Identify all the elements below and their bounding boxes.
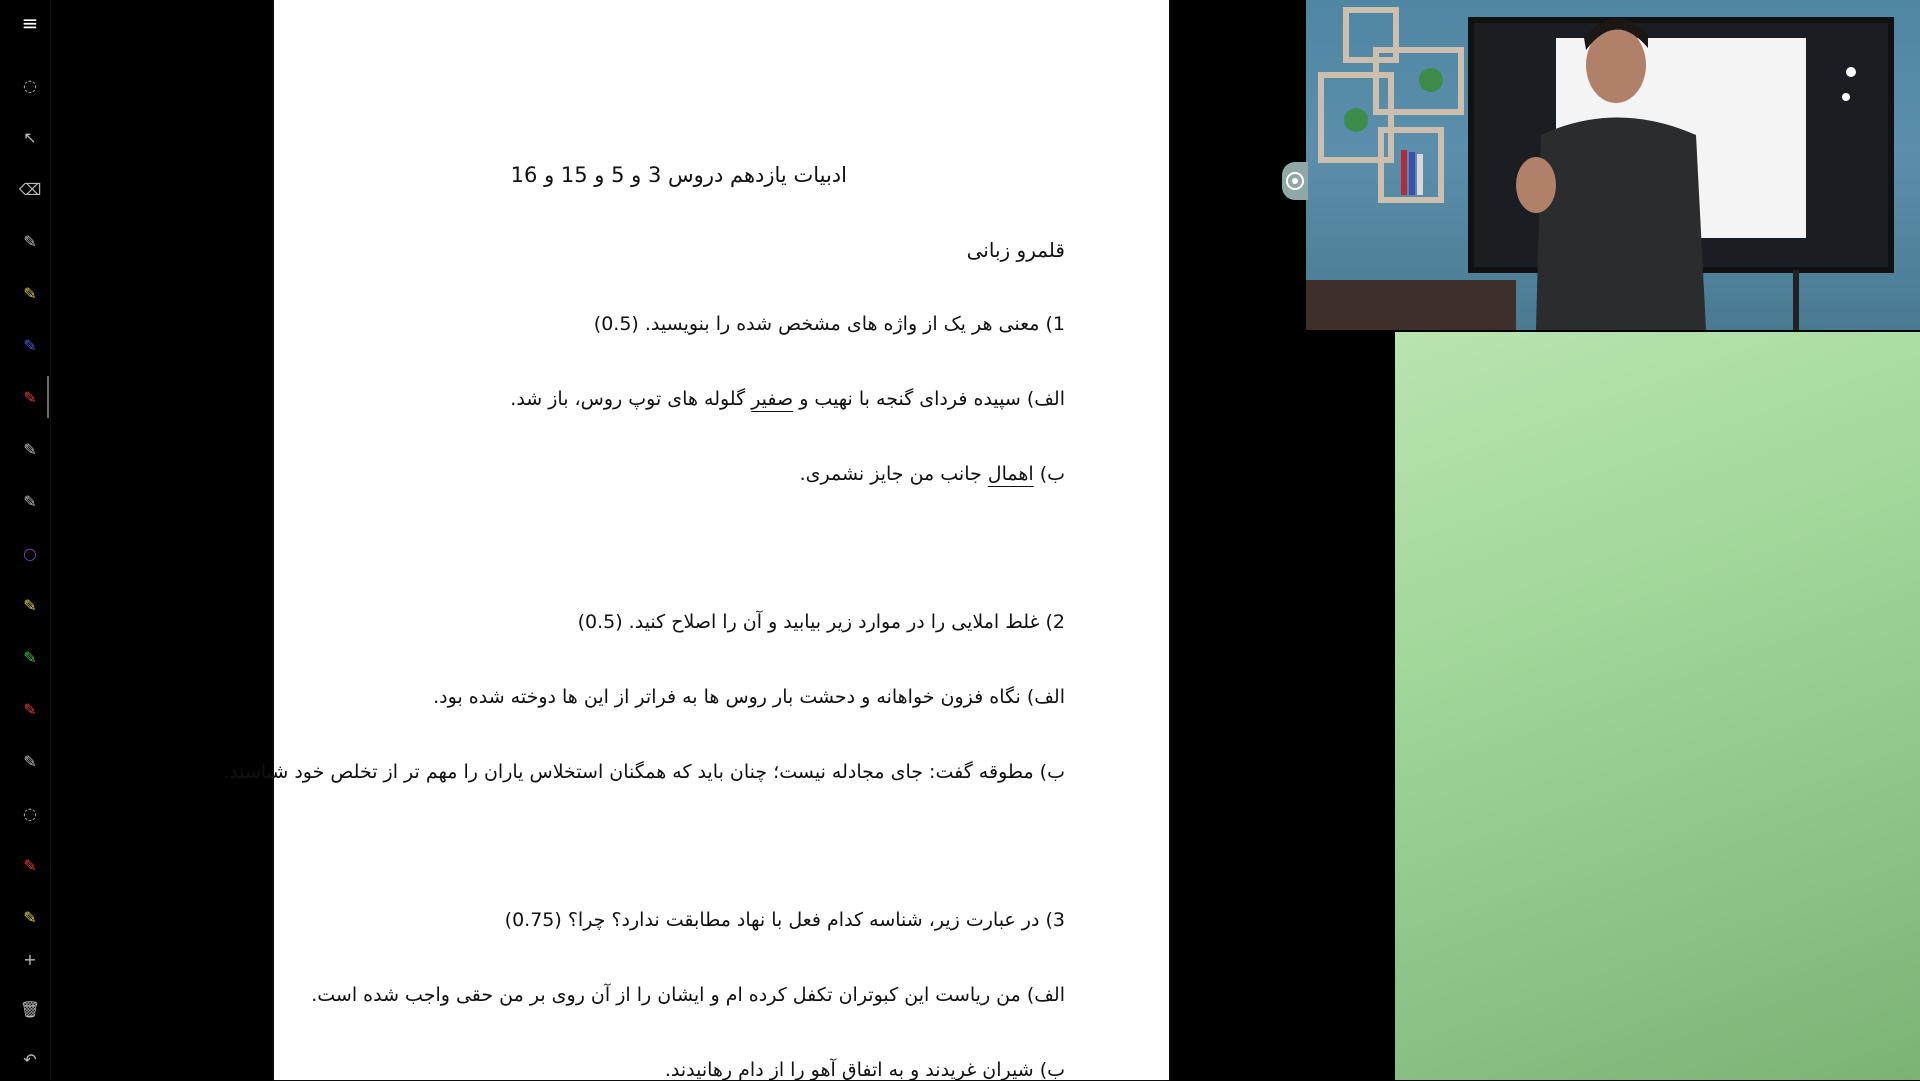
question-3: 3) در عبارت زیر، شناسه کدام فعل با نهاد مطابقت ندارد؟ چرا؟ (0.75)	[504, 909, 1065, 931]
trash-icon[interactable]: 🗑	[19, 999, 41, 1019]
question-1-b	[274, 463, 1065, 485]
add-icon[interactable]: +	[23, 949, 37, 969]
pointer-icon[interactable]: ↖	[23, 127, 37, 147]
section-heading: قلمرو زبانی	[966, 238, 1065, 262]
pen-red-icon[interactable]: ✎	[17, 384, 43, 410]
pen-light-icon[interactable]: ✎	[23, 491, 37, 511]
q1b-text-start: ب)	[1033, 463, 1065, 485]
lasso-2-icon[interactable]: ◌	[23, 803, 37, 823]
highlighter-red-icon[interactable]: ✎	[23, 699, 37, 719]
question-3-b: ب) شیران غریدند و به اتفاق آهو را از دام رهانیدند.	[664, 1059, 1065, 1081]
highlighter-yellow-2-icon[interactable]: ✎	[23, 907, 37, 927]
target-icon	[1285, 171, 1305, 191]
question-1-a	[274, 388, 1065, 410]
camera-feed	[1306, 0, 1920, 330]
highlighter-yellow-icon[interactable]: ✎	[23, 595, 37, 615]
question-1: 1) معنی هر یک از واژه های مشخص شده را بنویسید. (0.5)	[593, 313, 1065, 335]
lasso-icon[interactable]: ◌	[23, 75, 37, 95]
question-3-a: الف) من ریاست این کبوتران تکفل کرده ام و ایشان را از آن روی بر من حقی واجب شده است.	[311, 984, 1065, 1006]
pen-outline-icon[interactable]: ✎	[23, 751, 37, 771]
annotation-toolbar	[0, 0, 51, 1080]
q1a-text-start: الف) سپیده فردای گنجه با نهیب و	[793, 388, 1065, 410]
circle-purple-icon[interactable]: ○	[23, 543, 37, 563]
q1b-underlined-word: اهمال	[987, 463, 1034, 485]
pen-blue-icon[interactable]: ✎	[23, 335, 37, 355]
question-2-a: الف) نگاه فزون خواهانه و دحشت بار روس ها به فراتر از این ها دوخته شده بود.	[433, 686, 1065, 708]
question-2-b: ب) مطوقه گفت: جای مجادله نیست؛ چنان باید که همگنان استخلاس یاران را مهم تر از تخلص خود شناسند.	[223, 761, 1065, 783]
pen-yellow-icon[interactable]: ✎	[23, 283, 37, 303]
highlighter-green-icon[interactable]: ✎	[23, 647, 37, 667]
undo-icon[interactable]: ↶	[23, 1049, 37, 1069]
pen-white-icon[interactable]: ✎	[23, 231, 37, 251]
q1a-text-end: گلوله های توپ روس، باز شد.	[510, 388, 752, 410]
pen-red-2-icon[interactable]: ✎	[23, 855, 37, 875]
camera-collapse-handle[interactable]	[1282, 162, 1308, 200]
eraser-icon[interactable]: ⌫	[18, 179, 42, 199]
pen-gray-icon[interactable]: ✎	[23, 439, 37, 459]
question-2: 2) غلط املایی را در موارد زیر بیابید و آن را اصلاح کنید. (0.5)	[577, 611, 1065, 633]
q1b-text-end: جانب من جایز نشمری.	[799, 463, 988, 485]
whiteboard-background	[1395, 332, 1920, 1080]
menu-icon[interactable]: ≡	[21, 11, 39, 35]
document-page[interactable]	[223, 0, 1169, 1081]
camera-scene	[1306, 0, 1920, 330]
document-title: ادبیات یازدهم دروس 3 و 5 و 15 و 16	[510, 163, 847, 187]
q1a-underlined-word: صفیر	[751, 388, 794, 410]
